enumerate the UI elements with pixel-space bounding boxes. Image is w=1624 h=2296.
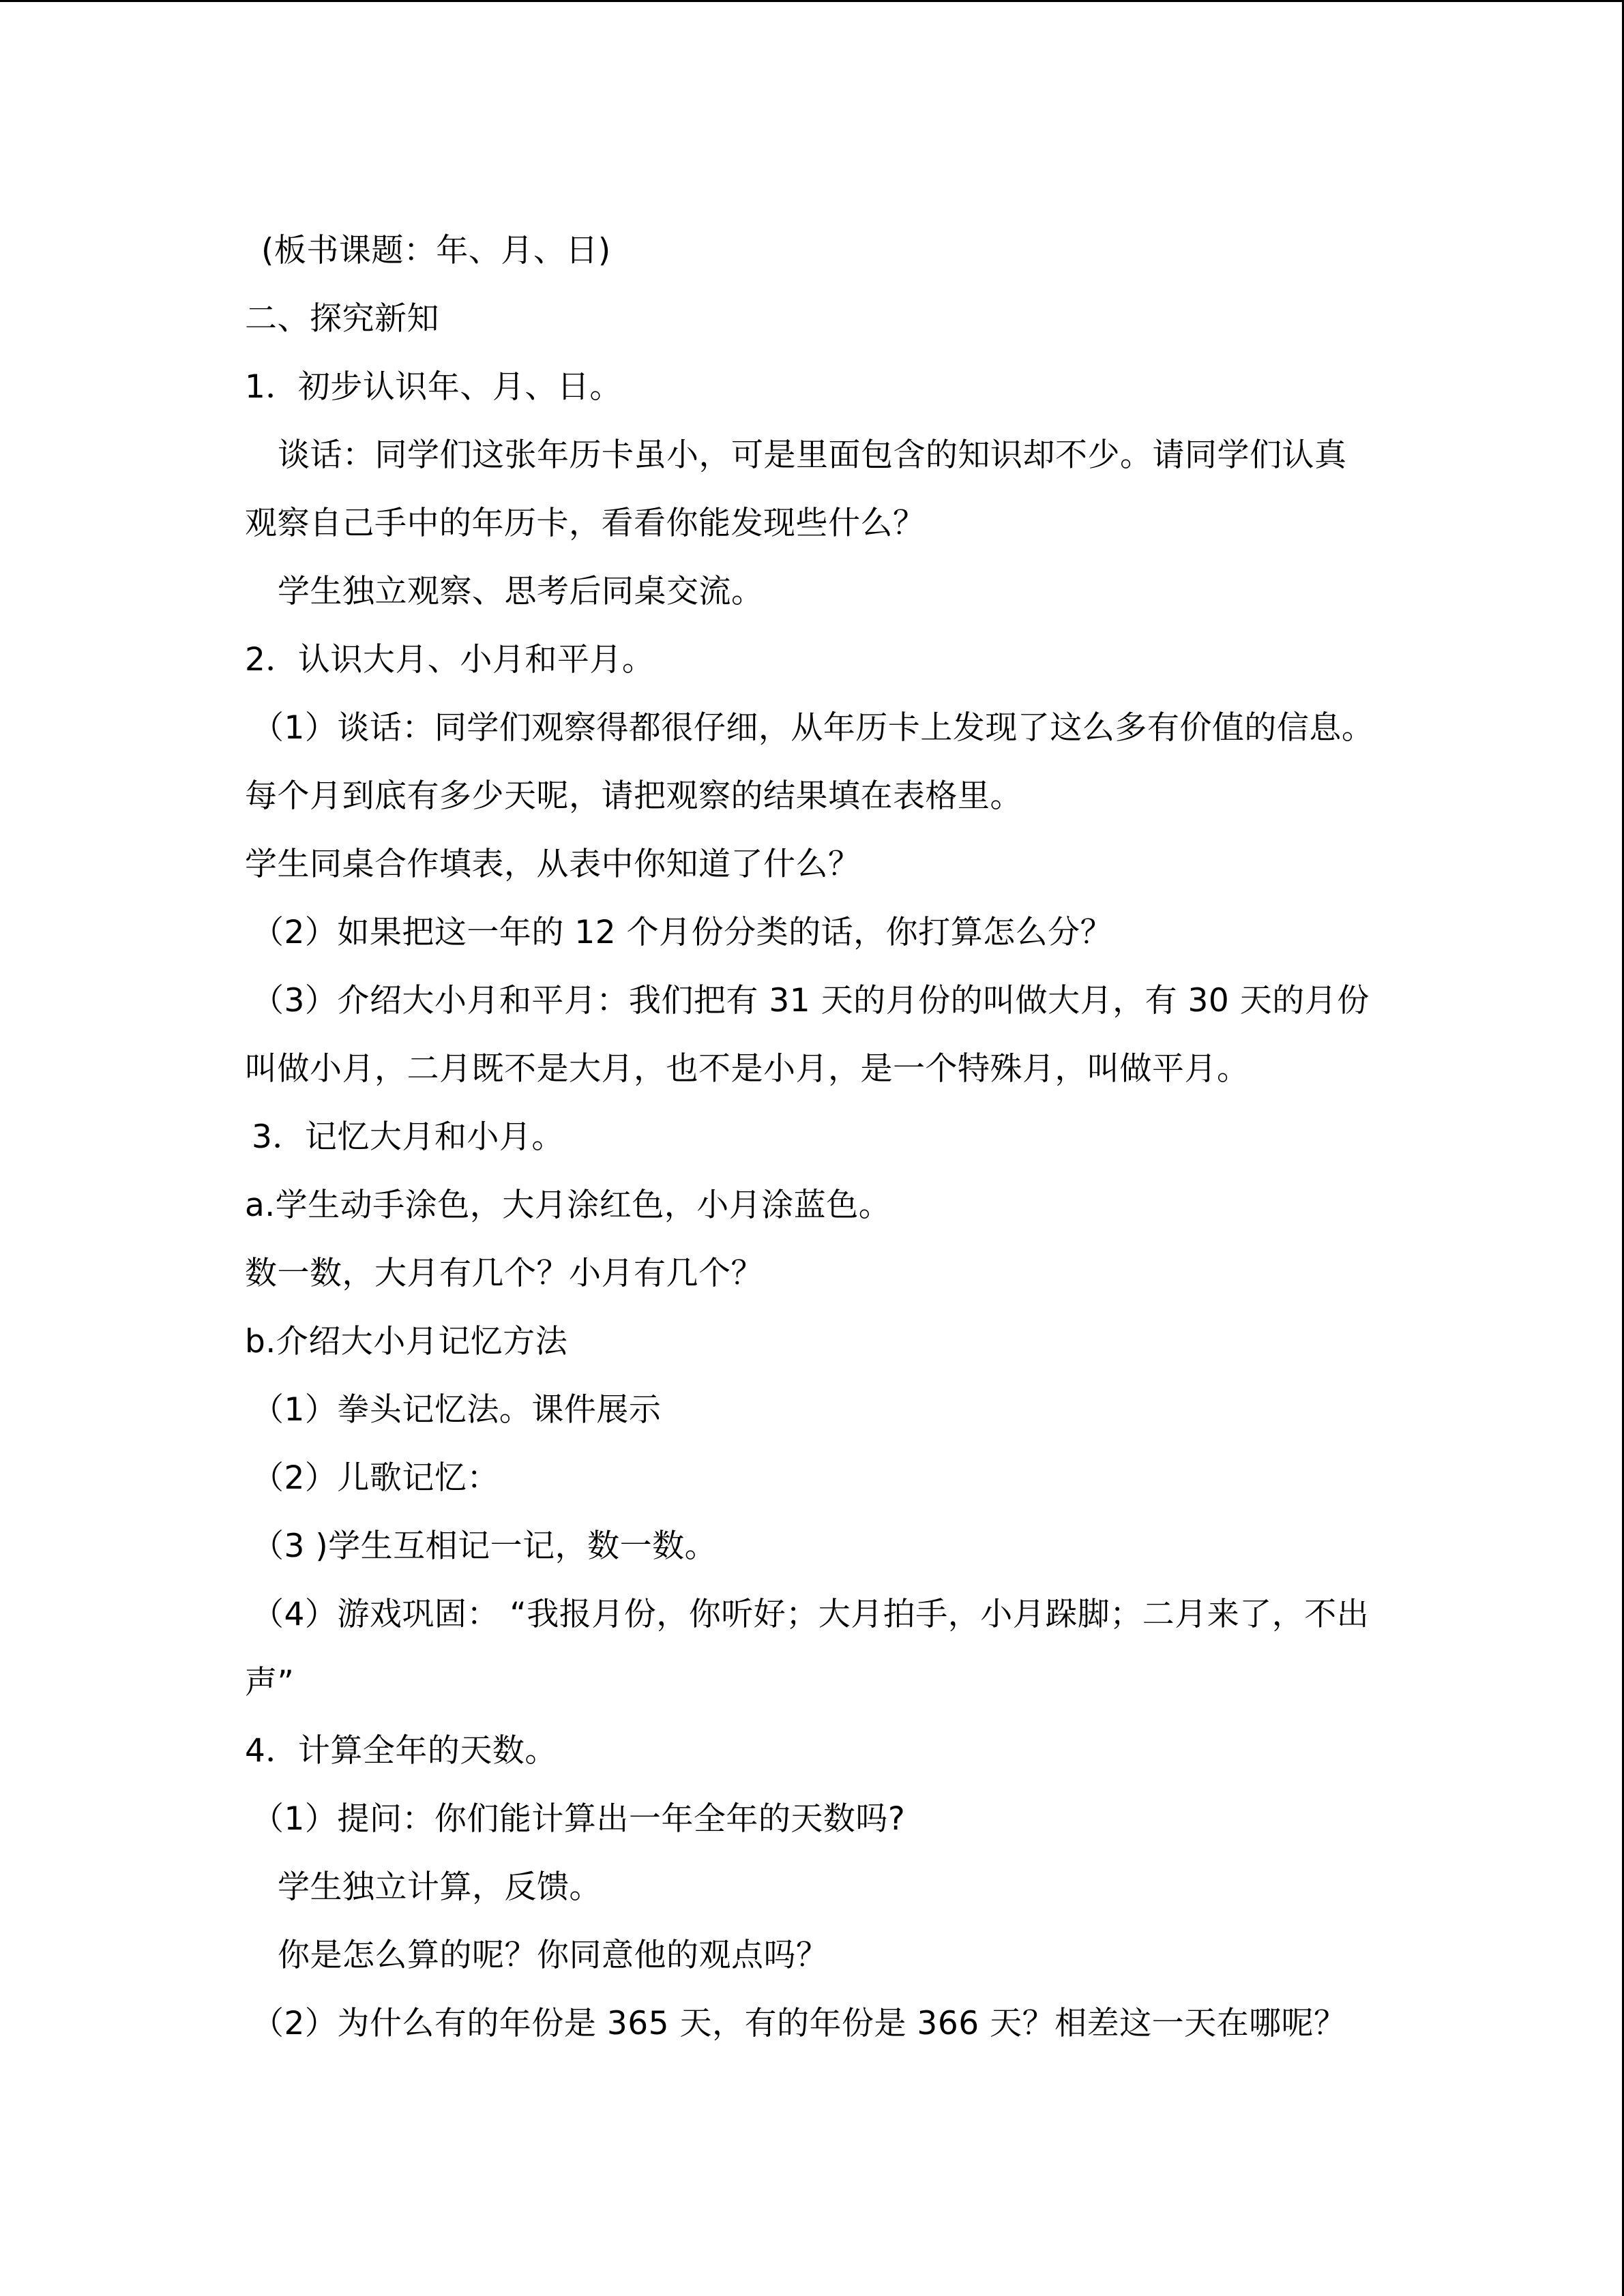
step-heading-1: 1．初步认识年、月、日。 xyxy=(245,368,622,406)
paragraph-line: a.学生动手涂色，大月涂红色，小月涂蓝色。 xyxy=(245,1187,891,1224)
paragraph-line: （4）游戏巩固： “我报月份，你听好；大月拍手，小月跺脚；二月来了，不出 xyxy=(252,1596,1370,1633)
paragraph-line: （1）拳头记忆法。课件展示 xyxy=(252,1391,662,1429)
paragraph-line: b.介绍大小月记忆方法 xyxy=(245,1323,568,1360)
paragraph-line: 每个月到底有多少天呢，请把观察的结果填在表格里。 xyxy=(245,777,1022,815)
paragraph-line: 你是怎么算的呢？你同意他的观点吗？ xyxy=(278,1937,829,1974)
section-heading: 二、探究新知 xyxy=(245,300,439,338)
board-title-line: (板书课题：年、月、日) xyxy=(261,232,611,269)
paragraph-line: 学生独立观察、思考后同桌交流。 xyxy=(278,573,764,610)
paragraph-line: 叫做小月，二月既不是大月，也不是小月，是一个特殊月，叫做平月。 xyxy=(245,1050,1250,1088)
paragraph-line: （2）如果把这一年的 12 个月份分类的话，你打算怎么分？ xyxy=(252,914,1113,951)
paragraph-line: 学生同桌合作填表，从表中你知道了什么？ xyxy=(245,846,861,883)
paragraph-line: （2）为什么有的年份是 365 天，有的年份是 366 天？相差这一天在哪呢？ xyxy=(252,2005,1346,2042)
step-heading-3: 3．记忆大月和小月。 xyxy=(252,1118,564,1156)
step-heading-4: 4．计算全年的天数。 xyxy=(245,1732,557,1770)
paragraph-line: 声” xyxy=(245,1664,295,1701)
document-body xyxy=(245,217,1391,2058)
paragraph-line: 谈话：同学们这张年历卡虽小，可是里面包含的知识却不少。请同学们认真 xyxy=(278,436,1347,474)
paragraph-line: 数一数，大月有几个？小月有几个？ xyxy=(245,1255,763,1292)
paragraph-line: 学生独立计算，反馈。 xyxy=(278,1868,602,1906)
paragraph-line: 观察自己手中的年历卡，看看你能发现些什么？ xyxy=(245,505,926,542)
paragraph-line: （3）介绍大小月和平月：我们把有 31 天的月份的叫做大月，有 30 天的月份 xyxy=(252,982,1370,1019)
page-top-border xyxy=(0,0,1624,2)
paragraph-line: （1）提问：你们能计算出一年全年的天数吗? xyxy=(252,1800,906,1838)
step-heading-2: 2．认识大月、小月和平月。 xyxy=(245,641,655,679)
paragraph-line: （2）儿歌记忆： xyxy=(252,1459,499,1497)
paragraph-line: （1）谈话：同学们观察得都很仔细，从年历卡上发现了这么多有价值的信息。 xyxy=(252,709,1374,747)
paragraph-line: （3 )学生互相记一记，数一数。 xyxy=(252,1527,718,1565)
